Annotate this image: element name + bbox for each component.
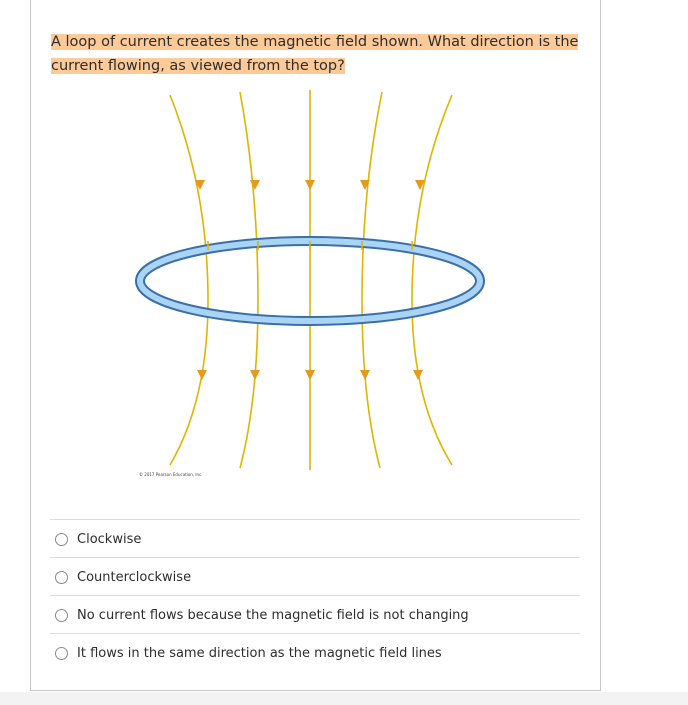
radio-button[interactable]	[55, 609, 68, 622]
option-counterclockwise[interactable]: Counterclockwise	[50, 557, 580, 596]
field-line	[170, 95, 208, 465]
question-text: A loop of current creates the magnetic field shown. What direction is the current flowing, as viewed from the top?	[51, 34, 579, 74]
magnetic-field-diagram	[130, 85, 500, 475]
field-line	[240, 92, 258, 468]
page-footer-strip	[0, 692, 688, 705]
field-line	[412, 95, 452, 465]
field-line	[362, 92, 382, 468]
option-same-direction[interactable]: It flows in the same direction as the magnetic field lines	[50, 633, 580, 672]
radio-button[interactable]	[55, 647, 68, 660]
option-no-current[interactable]: No current flows because the magnetic field is not changing	[50, 595, 580, 634]
figure-credit: © 2017 Pearson Education, Inc.	[139, 472, 203, 477]
radio-button[interactable]	[55, 571, 68, 584]
radio-button[interactable]	[55, 533, 68, 546]
option-clockwise[interactable]: Clockwise	[50, 519, 580, 558]
